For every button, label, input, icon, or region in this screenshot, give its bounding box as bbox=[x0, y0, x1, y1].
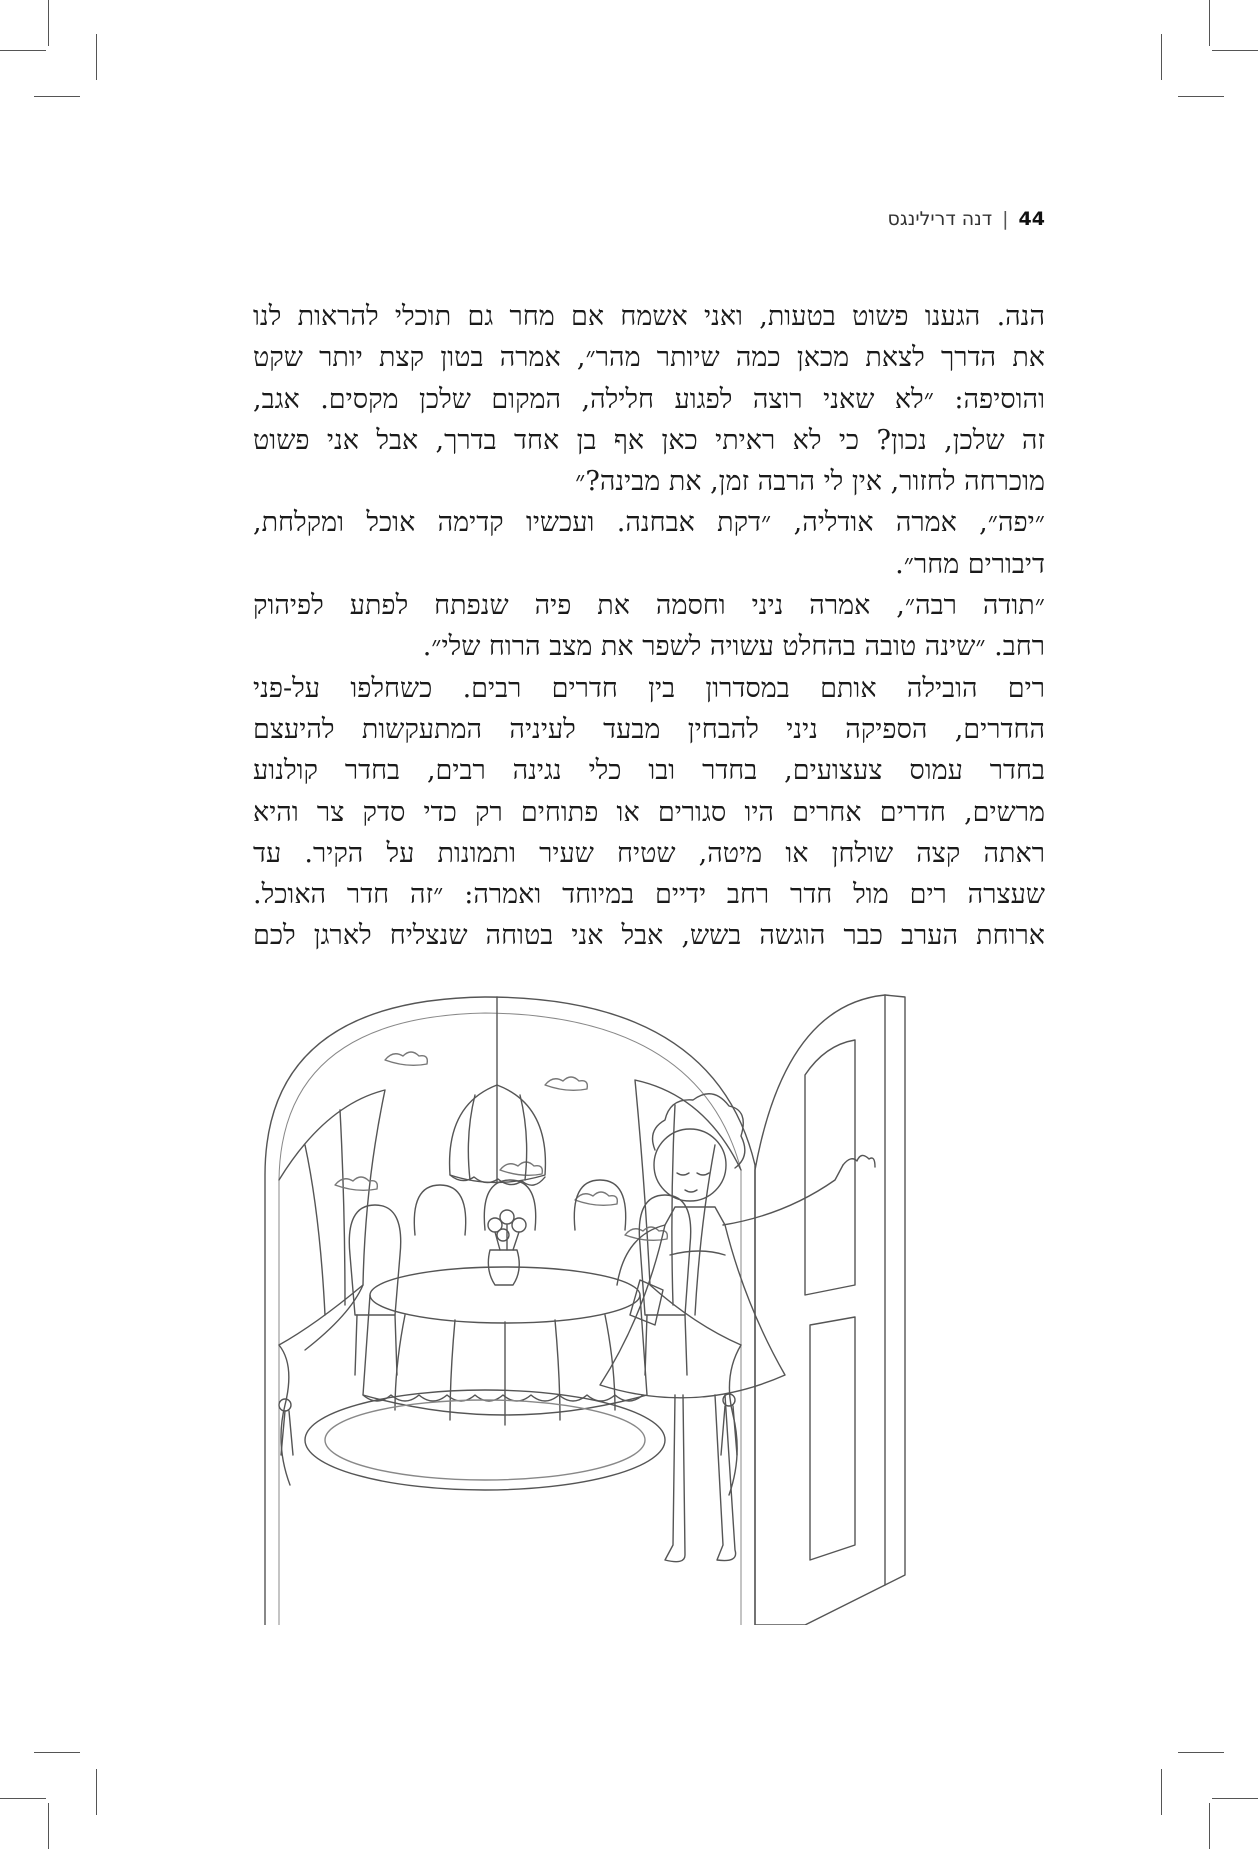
crop-mark bbox=[1212, 50, 1258, 51]
crop-mark bbox=[96, 34, 97, 80]
open-door-drawing bbox=[755, 995, 905, 1625]
flower-vase-drawing bbox=[488, 1210, 526, 1285]
text-line: רים הובילה אותם במסדרון בין חדרים רבים. כשחלפו על-פני bbox=[253, 672, 1045, 704]
text-line: החדרים, הספיקה ניני להבחין מבעד לעיניה המתעקשות להיעצם bbox=[253, 713, 1045, 745]
hanging-lamp-drawing bbox=[450, 997, 546, 1185]
page-number: 44 bbox=[1018, 208, 1045, 230]
text-line: ראתה קצה שולחן או מיטה, שטיח שעיר ותמונות על הקיר. עד bbox=[253, 837, 1045, 869]
crop-mark bbox=[0, 1798, 46, 1799]
running-head bbox=[888, 208, 1045, 230]
crop-mark bbox=[34, 1752, 80, 1753]
text-line: זה שלכן, נכון? כי לא ראיתי כאן אף בן אחד בדרך, אבל אני פשוט bbox=[253, 424, 1045, 456]
text-line: ארוחת הערב כבר הוגשה בשש, אבל אני בטוחה שנצליח לארגן לכם bbox=[253, 920, 1045, 952]
left-curtain-drawing bbox=[279, 1090, 385, 1485]
right-curtain-drawing bbox=[635, 1080, 741, 1495]
text-line: והוסיפה: ״לא שאני רוצה לפגוע חלילה, המקום שלכן מקסים. אגב, bbox=[253, 383, 1045, 415]
text-line: את הדרך לצאת מכאן כמה שיותר מהר״, אמרה בטון קצת יותר שקט bbox=[253, 342, 1045, 374]
text-line: שעצרה רים מול חדר רחב ידיים במיוחד ואמרה: ״זה חדר האוכל. bbox=[253, 879, 1045, 911]
crop-mark bbox=[1178, 1752, 1224, 1753]
dining-room-illustration bbox=[245, 985, 1065, 1625]
text-line: בחדר עמוס צעצועים, בחדר ובו כלי נגינה רבים, בחדר קולנוע bbox=[253, 755, 1045, 787]
text-line: ״תודה רבה״, אמרה ניני וחסמה את פיה שנפתח לפתע לפיהוק bbox=[253, 590, 1045, 622]
crop-mark bbox=[96, 1769, 97, 1815]
text-line: מוכרחה לחזור, אין לי הרבה זמן, את מבינה?״ bbox=[575, 466, 1045, 498]
text-line: דיבורים מחר״. bbox=[895, 548, 1045, 580]
crop-mark bbox=[1209, 1803, 1210, 1849]
body-text bbox=[253, 296, 1045, 957]
crop-mark bbox=[1178, 96, 1224, 97]
text-line: ״יפה״, אמרה אודליה, ״דקת אבחנה. ועכשיו קדימה אוכל ומקלחת, bbox=[253, 507, 1045, 539]
round-table-drawing bbox=[363, 1267, 647, 1425]
author-name: דנה דרילינגס bbox=[887, 208, 993, 230]
crop-mark bbox=[34, 96, 80, 97]
crop-mark bbox=[1212, 1798, 1258, 1799]
crop-mark bbox=[1161, 1769, 1162, 1815]
crop-mark bbox=[48, 0, 49, 46]
text-line: מרשים, חדרים אחרים היו סגורים או פתוחים רק כדי סדק צר והיא bbox=[253, 796, 1045, 828]
crop-mark bbox=[48, 1803, 49, 1849]
rug-drawing bbox=[305, 1390, 665, 1490]
crop-mark bbox=[1161, 34, 1162, 80]
text-line: רחב. ״שינה טובה בהחלט עשויה לשפר את מצב הרוח שלי״. bbox=[422, 631, 1045, 663]
crop-mark bbox=[0, 50, 46, 51]
text-line: הנה. הגענו פשוט בטעות, ואני אשמח אם מחר גם תוכלי להראות לנו bbox=[253, 301, 1045, 332]
crop-mark bbox=[1209, 0, 1210, 46]
header-separator: | bbox=[1002, 208, 1009, 230]
